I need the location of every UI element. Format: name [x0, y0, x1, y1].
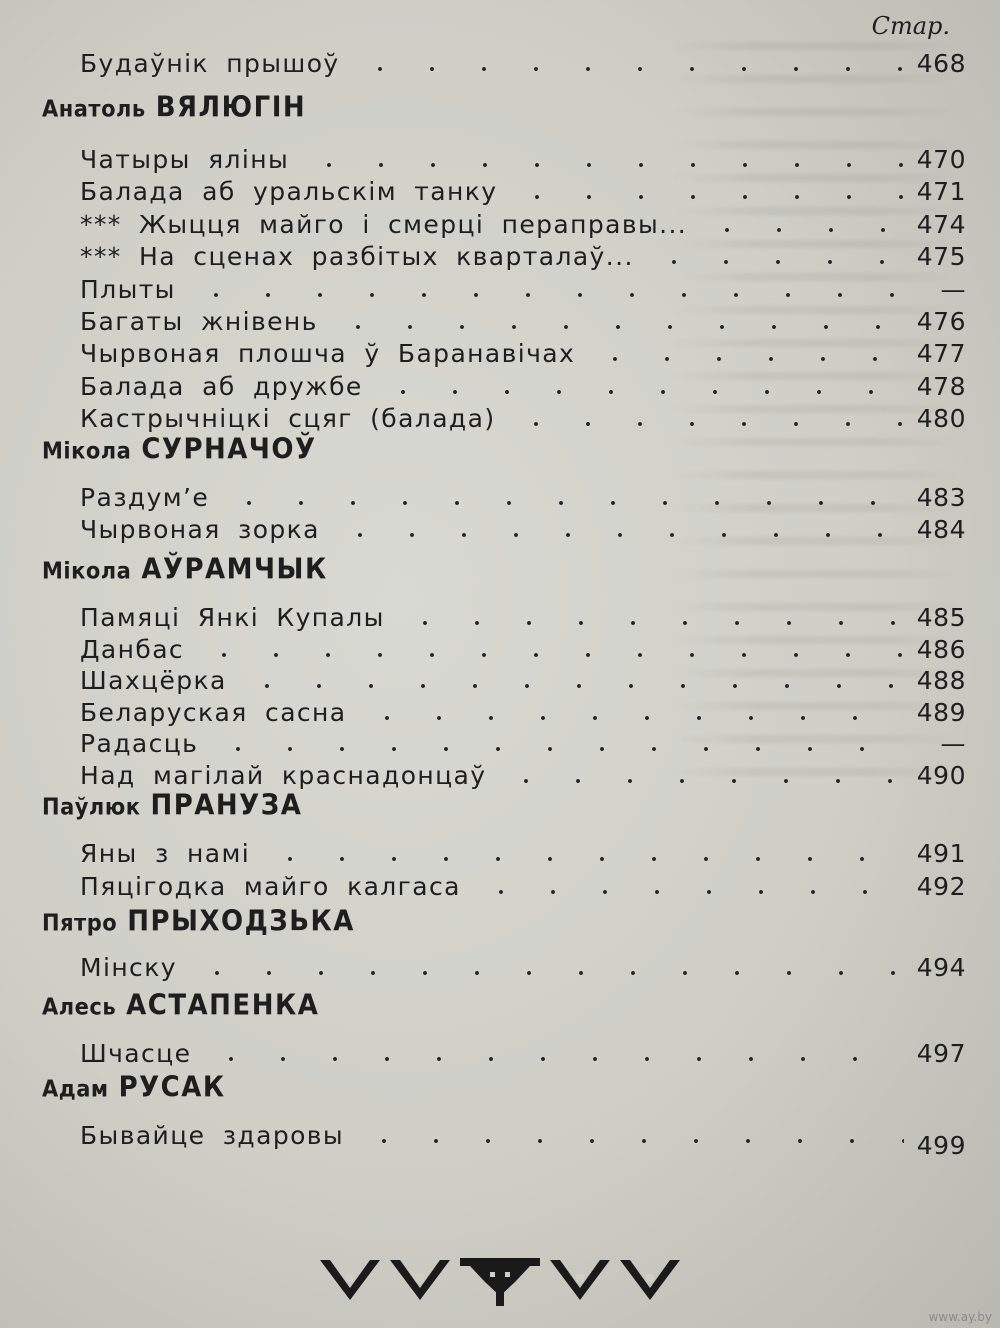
leader-dots — [198, 652, 904, 658]
toc-entry — [80, 1116, 966, 1160]
toc-entry — [80, 1034, 966, 1066]
author-first-name: Адам — [42, 1075, 109, 1102]
leader-dots — [191, 970, 904, 976]
toc-entry — [80, 367, 966, 399]
author-first-name: Анатоль — [42, 95, 146, 122]
entry-page: 494 — [916, 953, 966, 982]
author-heading — [42, 1072, 226, 1104]
entry-page: 475 — [916, 242, 966, 271]
entry-title: Бывайце здаровы — [80, 1121, 345, 1150]
toc-entry — [80, 834, 966, 866]
entry-page: 492 — [916, 872, 966, 901]
entry-page: 477 — [916, 339, 966, 368]
toc-entry — [80, 302, 966, 334]
entry-title: Багаты жнівень — [80, 307, 318, 336]
entry-page: 490 — [916, 761, 966, 790]
author-last-name: АСТАПЕНКА — [126, 989, 320, 1022]
author-heading — [42, 554, 328, 586]
entry-title: Памяці Янкі Купалы — [80, 603, 385, 632]
leader-dots — [354, 66, 904, 72]
leader-dots — [510, 421, 905, 427]
entry-page: 491 — [916, 839, 966, 868]
entry-title: Мінску — [80, 953, 177, 982]
toc-entry — [80, 693, 966, 725]
author-heading — [42, 790, 302, 822]
leader-dots — [361, 715, 904, 721]
toc-entry — [80, 661, 966, 693]
folk-pattern-icon — [320, 1248, 680, 1308]
author-first-name: Пятро — [42, 909, 118, 936]
entry-page: 468 — [916, 49, 966, 78]
entry-page: 484 — [916, 515, 966, 544]
entry-page: 499 — [916, 1131, 966, 1160]
author-first-name: Паўлюк — [42, 793, 141, 820]
entry-page: 478 — [916, 372, 966, 401]
author-heading — [42, 906, 355, 938]
leader-dots — [190, 292, 904, 298]
entry-title: Пяцігодка майго калгаса — [80, 872, 461, 901]
leader-dots — [223, 500, 904, 506]
author-heading — [42, 990, 319, 1022]
leader-dots — [303, 162, 904, 168]
leader-dots — [511, 194, 904, 200]
leader-dots — [399, 620, 904, 626]
author-heading — [42, 434, 317, 466]
leader-dots — [332, 324, 904, 330]
entry-page: 488 — [916, 666, 966, 695]
entry-page: 474 — [916, 210, 966, 239]
leader-dots — [648, 259, 904, 265]
entry-page: 471 — [916, 177, 966, 206]
toc-entry — [80, 598, 966, 630]
toc-entry — [80, 270, 966, 302]
toc-entry — [80, 724, 966, 756]
entry-title: Данбас — [80, 635, 185, 664]
leader-dots — [212, 746, 904, 752]
toc-entry — [80, 334, 966, 366]
entry-page: 476 — [916, 307, 966, 336]
toc-entry — [80, 205, 966, 237]
leader-dots — [500, 778, 904, 784]
entry-title: Балада аб дружбе — [80, 372, 363, 401]
entry-title: Чатыры яліны — [80, 145, 290, 174]
toc-entry — [80, 867, 966, 899]
entry-title: Беларуская сасна — [80, 698, 347, 727]
entry-title: Раздум’е — [80, 483, 210, 512]
leader-dots — [205, 1056, 904, 1062]
entry-title: Будаўнік прышоў — [80, 49, 340, 78]
entry-title: Чырвоная зорка — [80, 515, 320, 544]
page-column-header: Стар. — [871, 12, 950, 40]
entry-title: Кастрычніцкі сцяг (балада) — [80, 404, 496, 433]
entry-page: 486 — [916, 635, 966, 664]
author-last-name: РУСАК — [118, 1071, 226, 1104]
leader-dots — [264, 856, 904, 862]
entry-page: — — [940, 275, 966, 304]
toc-entry — [80, 44, 966, 76]
entry-title: Плыты — [80, 275, 176, 304]
toc-entry — [80, 630, 966, 662]
toc-entry — [80, 140, 966, 172]
toc-entry — [80, 510, 966, 542]
author-last-name: ПРЫХОДЗЬКА — [127, 905, 355, 938]
author-first-name: Мікола — [42, 437, 132, 464]
entry-title: Шчасце — [80, 1039, 192, 1068]
entry-page: 489 — [916, 698, 966, 727]
entry-page: 480 — [916, 404, 966, 433]
entry-page: 483 — [916, 483, 966, 512]
entry-title: Над магілай краснадонцаў — [80, 761, 487, 790]
entry-page: — — [940, 729, 966, 758]
entry-title: Балада аб уральскім танку — [80, 177, 498, 206]
entry-page: 497 — [916, 1039, 966, 1068]
leader-dots — [358, 1138, 904, 1144]
entry-page: 470 — [916, 145, 966, 174]
leader-dots — [241, 683, 904, 689]
author-first-name: Алесь — [42, 993, 117, 1020]
author-last-name: ПРАНУЗА — [150, 789, 303, 822]
toc-entry — [80, 478, 966, 510]
toc-entry — [80, 756, 966, 788]
entry-title: Радасць — [80, 729, 199, 758]
toc-entry — [80, 172, 966, 204]
watermark: www.ay.by — [928, 1310, 992, 1324]
toc-entry — [80, 237, 966, 269]
entry-title: Яны з намі — [80, 839, 251, 868]
entry-title: Шахцёрка — [80, 666, 227, 695]
author-first-name: Мікола — [42, 557, 132, 584]
toc-entry — [80, 399, 966, 431]
leader-dots — [475, 889, 904, 895]
leader-dots — [589, 356, 904, 362]
leader-dots — [701, 227, 904, 233]
author-heading — [42, 92, 306, 124]
entry-title: *** Жыцця майго і смерці пераправы... — [80, 210, 688, 239]
leader-dots — [334, 532, 904, 538]
toc-entry — [80, 948, 966, 980]
author-last-name: СУРНАЧОЎ — [141, 433, 317, 466]
entry-title: Чырвоная плошча ў Баранавічах — [80, 339, 576, 368]
leader-dots — [377, 389, 904, 395]
entry-page: 485 — [916, 603, 966, 632]
author-last-name: ВЯЛЮГІН — [155, 91, 307, 124]
author-last-name: АЎРАМЧЫК — [141, 553, 328, 586]
entry-title: *** На сценах разбітых кварталаў... — [80, 242, 634, 271]
